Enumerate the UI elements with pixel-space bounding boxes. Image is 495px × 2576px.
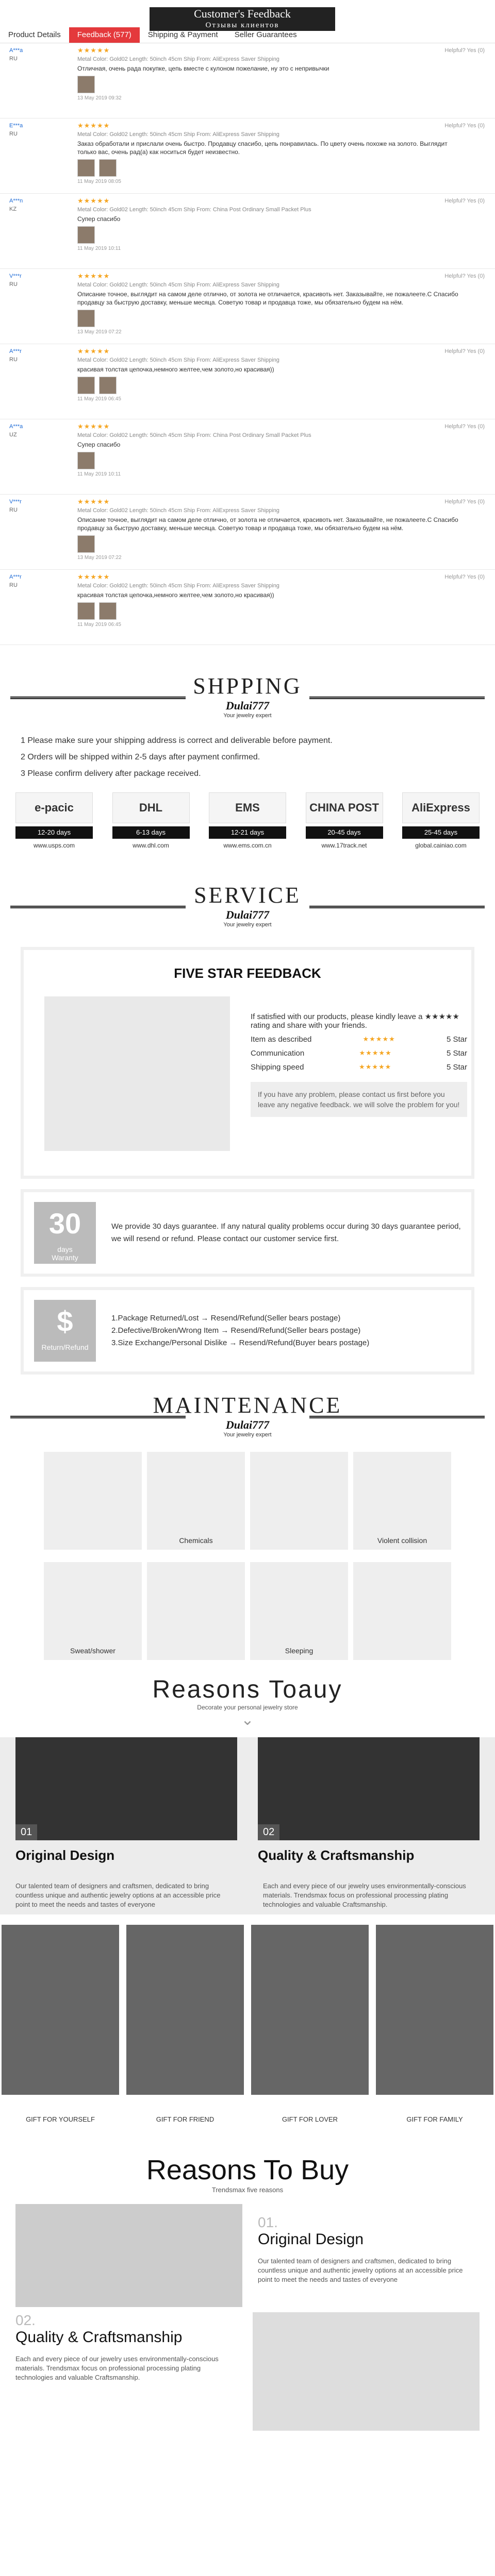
review-photos: [77, 535, 495, 553]
maintenance-item: [250, 1562, 348, 1660]
section-heading: SERVICE: [194, 883, 301, 908]
carrier-card: [402, 792, 480, 849]
rating-stars: ★★★★★: [77, 498, 110, 505]
review-photos: [77, 310, 495, 327]
review-text: Заказ обработали и прислали очень быстро. Продавцу спасибо, цепь понравилась. По цвету очень похоже на золото. Выглядит только вас, очень рад(а) как носиться будет неизвестно.: [77, 140, 448, 156]
carrier-days: 25-45 days: [402, 826, 480, 839]
brand-tagline: Your jewelry expert: [223, 1432, 272, 1438]
header-title-ru: Отзывы клиентов: [205, 21, 279, 29]
review-item: [0, 344, 495, 419]
section-heading: SHPPING: [193, 673, 302, 699]
review-meta: Metal Color: Gold02 Length: 50inch 45cm Ship From: AliExpress Saver Shipping: [77, 507, 279, 514]
reviewer-country: RU: [9, 507, 18, 513]
review-photo[interactable]: [77, 377, 95, 394]
helpful-button[interactable]: Helpful? Yes (0): [444, 574, 485, 580]
divider-line: [309, 697, 485, 699]
reviewer-name[interactable]: A***a: [9, 423, 23, 430]
review-photos: [77, 159, 495, 177]
gift-image: [251, 1925, 369, 2095]
maintenance-grid: [0, 1447, 495, 1665]
gift-label: GIFT FOR LOVER: [282, 2115, 338, 2123]
review-text: Описание точное, выглядит на самом деле отлично, от золота не отличается, красивоть нет. Заказывайте, не пожалеете.С Спасибо продавцу за быструю доставку, меньше месяца. Советую товар и продавца тоже, мы обязательно будем на нём.: [77, 516, 458, 532]
carrier-list: [0, 787, 495, 854]
review-date: 13 May 2019 07:22: [77, 329, 122, 335]
review-meta: Metal Color: Gold02 Length: 50inch 45cm Ship From: China Post Ordinary Small Packet Plus: [77, 432, 311, 438]
carrier-days: 12-21 days: [209, 826, 286, 839]
review-item: [0, 419, 495, 495]
staff-photo: [44, 996, 230, 1151]
review-photo[interactable]: [77, 310, 95, 327]
review-photo[interactable]: [99, 159, 117, 177]
reviewer-name[interactable]: E***a: [9, 123, 23, 129]
reviewer-name[interactable]: A***r: [9, 348, 22, 354]
review-item: [0, 194, 495, 269]
review-text: красивая толстая цепочка,немного желтее,чем золото,но красивая)): [77, 591, 274, 599]
review-photo[interactable]: [77, 452, 95, 469]
review-photo[interactable]: [99, 377, 117, 394]
rating-stars: ★★★★★: [77, 272, 110, 280]
review-meta: Metal Color: Gold02 Length: 50inch 45cm Ship From: AliExpress Saver Shipping: [77, 56, 279, 62]
review-text: Описание точное, выглядит на самом деле отлично, от золота не отличается, красивоть нет. Заказывайте, не пожалеете.С Спасибо продавцу за быструю доставку, меньше месяца. Советую товар и продавца тоже, мы обязательно будем на нём.: [77, 291, 458, 306]
divider-line: [309, 906, 485, 908]
reviewer-country: KZ: [9, 206, 17, 212]
reviewer-country: RU: [9, 56, 18, 62]
carrier-card: [306, 792, 383, 849]
feature-title: Quality & Craftsmanship: [258, 1848, 415, 1863]
review-item: [0, 570, 495, 645]
maintenance-label: Sweat/shower: [70, 1647, 116, 1655]
reason-title: Quality & Craftsmanship: [15, 2329, 183, 2346]
rating-row: [251, 1063, 467, 1072]
gift-label: GIFT FOR FAMILY: [406, 2115, 463, 2123]
divider-line: [10, 906, 186, 908]
review-item: [0, 269, 495, 344]
reason-number: 02.: [15, 2312, 36, 2328]
review-text: Супер спасибо: [77, 215, 121, 223]
reasons-to-buy-subtitle: Trendsmax five reasons: [211, 2186, 284, 2194]
rating-stars: ★★★★★: [362, 1035, 395, 1043]
reviewer: [9, 123, 23, 137]
carrier-site: www.dhl.com: [133, 842, 169, 849]
shipping-title: [0, 666, 495, 727]
review-photo[interactable]: [99, 602, 117, 620]
carrier-logo: AliExpress: [402, 792, 480, 823]
brand-tagline: Your jewelry expert: [223, 922, 272, 928]
review-photo[interactable]: [77, 602, 95, 620]
review-meta: Metal Color: Gold02 Length: 50inch 45cm Ship From: AliExpress Saver Shipping: [77, 282, 279, 288]
rating-stars: ★★★★★: [77, 197, 110, 205]
reasons-subtitle: Decorate your personal jewelry store: [197, 1704, 298, 1711]
five-star-feedback-box: [21, 947, 474, 1179]
warranty-label: Waranty: [52, 1253, 78, 1262]
review-photos: [77, 452, 495, 469]
gift-label: GIFT FOR FRIEND: [156, 2115, 214, 2123]
tab-bar: [0, 27, 305, 43]
carrier-site: www.usps.com: [33, 842, 75, 849]
carrier-days: 20-45 days: [306, 826, 383, 839]
review-item: [0, 118, 495, 194]
warranty-days-label: days: [57, 1245, 73, 1253]
section-heading: MAINTENANCE: [153, 1393, 342, 1418]
carrier-site: global.cainiao.com: [415, 842, 467, 849]
feature-original-design: [15, 1737, 237, 1871]
review-photo[interactable]: [77, 159, 95, 177]
rating-stars: ★★★★★: [77, 347, 110, 355]
tab-feedback[interactable]: Feedback (577): [69, 27, 140, 43]
design-block: [258, 2214, 474, 2284]
carrier-days: 6-13 days: [112, 826, 190, 839]
review-date: 13 May 2019 09:32: [77, 95, 122, 101]
return-line: 1.Package Returned/Lost → Resend/Refund(Seller bears postage): [111, 1314, 341, 1323]
warranty-box: [21, 1189, 474, 1277]
maintenance-item: [353, 1562, 451, 1660]
shipping-note: 2 Orders will be shipped within 2-5 days after payment confirmed.: [21, 753, 260, 761]
reviewer-country: UZ: [9, 432, 17, 438]
maintenance-item: [147, 1452, 245, 1550]
shipping-notes: [0, 727, 495, 787]
review-meta: Metal Color: Gold02 Length: 50inch 45cm Ship From: China Post Ordinary Small Packet Plus: [77, 207, 311, 213]
carrier-days: 12-20 days: [15, 826, 93, 839]
gift-image: [376, 1925, 493, 2095]
reasons-features: [0, 1737, 495, 1876]
rating-stars: ★★★★★: [359, 1063, 392, 1071]
rating-stars: ★★★★★: [77, 573, 110, 581]
divider-line: [10, 697, 186, 699]
feature-title: Original Design: [15, 1848, 115, 1863]
return-box: [21, 1287, 474, 1375]
tab-shipping-payment[interactable]: Shipping & Payment: [147, 30, 218, 39]
gift-label: GIFT FOR YOURSELF: [26, 2115, 95, 2123]
reviewer: [9, 499, 22, 513]
rating-label: Communication: [251, 1049, 305, 1058]
feature-quality: [258, 1737, 480, 1871]
rating-value: 5 Star: [446, 1049, 467, 1058]
review-date: 11 May 2019 10:11: [77, 246, 121, 251]
maintenance-item: [44, 1562, 142, 1660]
rating-stars: ★★★★★: [77, 422, 110, 430]
reasons-to-buy-header: [0, 2133, 495, 2204]
return-list: [111, 1312, 369, 1349]
reasons-to-buy-grid: [0, 2204, 495, 2436]
gift-card[interactable]: [376, 1925, 493, 2123]
return-label: Return/Refund: [41, 1343, 89, 1351]
review-photo[interactable]: [77, 226, 95, 244]
warranty-badge: [34, 1202, 96, 1264]
rating-intro: If satisfied with our products, please kindly leave a ★★★★★ rating and share with your friends.: [251, 1012, 459, 1030]
review-meta: Metal Color: Gold02 Length: 50inch 45cm Ship From: AliExpress Saver Shipping: [77, 357, 279, 363]
maintenance-item: [250, 1452, 348, 1550]
reviewer: [9, 198, 23, 212]
reason-title: Original Design: [258, 2231, 364, 2248]
reviewer-country: RU: [9, 357, 18, 363]
carrier-site: www.ems.com.cn: [223, 842, 272, 849]
feature-text: Our talented team of designers and craftsmen, dedicated to bring countless unique and authentic jewelry options at an accessible price point to meet the needs and tastes of everyone: [15, 1882, 221, 1908]
header-title-en: Customer's Feedback: [194, 7, 291, 20]
reviewer-name[interactable]: V***r: [9, 499, 22, 505]
rating-stars: ★★★★★: [77, 122, 110, 129]
review-text: красивая толстая цепочка,немного желтее,чем золото,но красивая)): [77, 366, 274, 373]
rating-value: 5 Star: [446, 1035, 467, 1044]
gift-card[interactable]: [251, 1925, 369, 2123]
feature-image: [15, 1737, 237, 1840]
reviewer-name[interactable]: V***r: [9, 273, 22, 279]
maintenance-item: [44, 1452, 142, 1550]
maintenance-label: Violent collision: [377, 1536, 427, 1545]
reasons-to-buy-title: Reasons To Buy: [146, 2155, 349, 2185]
maintenance-item: [353, 1452, 451, 1550]
review-photos: [77, 226, 495, 244]
review-date: 11 May 2019 10:11: [77, 471, 121, 477]
quality-image: [253, 2312, 480, 2431]
reviewer-country: RU: [9, 582, 18, 588]
rating-list: [251, 1035, 467, 1072]
reason-text: Our talented team of designers and craftsmen, dedicated to bring countless unique and authentic jewelry options at an accessible price point to meet the needs and tastes of everyone: [258, 2257, 463, 2283]
feature-number: 02: [258, 1824, 279, 1840]
feature-text: Each and every piece of our jewelry uses environmentally-conscious materials. Trendsmax focus on professional processing plating technologies and valuable Craftsmanship.: [263, 1882, 466, 1908]
design-image: [15, 2204, 242, 2307]
feedback-header: [0, 0, 495, 43]
divider-line: [309, 1416, 485, 1418]
carrier-card: [15, 792, 93, 849]
carrier-card: [112, 792, 190, 849]
review-photo[interactable]: [77, 535, 95, 553]
maintenance-label: Sleeping: [285, 1647, 314, 1655]
reviewer-name[interactable]: A***r: [9, 574, 22, 580]
carrier-card: [209, 792, 286, 849]
review-item: [0, 43, 495, 118]
helpful-button[interactable]: Helpful? Yes (0): [444, 348, 485, 354]
review-photos: [77, 602, 495, 620]
reason-number: 01.: [258, 2214, 278, 2230]
reviewer: [9, 348, 22, 363]
tab-seller-guarantees[interactable]: Seller Guarantees: [234, 30, 297, 39]
maintenance-title: [0, 1385, 495, 1447]
gift-image: [2, 1925, 119, 2095]
helpful-button[interactable]: Helpful? Yes (0): [444, 198, 485, 204]
gift-card[interactable]: [126, 1925, 244, 2123]
review-meta: Metal Color: Gold02 Length: 50inch 45cm Ship From: AliExpress Saver Shipping: [77, 583, 279, 589]
tab-product-details[interactable]: Product Details: [8, 30, 61, 39]
rating-panel: [251, 1012, 467, 1117]
review-list: [0, 43, 495, 645]
rating-note: If you have any problem, please contact us first before you leave any negative feedback. we will solve the problem for you!: [251, 1082, 467, 1117]
rating-label: Shipping speed: [251, 1063, 304, 1072]
rating-stars: ★★★★★: [77, 46, 110, 54]
shipping-note: 1 Please make sure your shipping address is correct and deliverable before payment.: [21, 736, 333, 745]
shipping-note: 3 Please confirm delivery after package received.: [21, 769, 201, 778]
gift-list: [0, 1914, 495, 2133]
reviewer-country: RU: [9, 131, 18, 137]
helpful-button[interactable]: Helpful? Yes (0): [444, 123, 485, 129]
brand-tagline: Your jewelry expert: [223, 713, 272, 719]
return-line: 2.Defective/Broken/Wrong Item → Resend/Refund(Seller bears postage): [111, 1326, 361, 1335]
divider-line: [10, 1416, 186, 1418]
reasons-header: [0, 1665, 495, 1737]
brand-name: Dulai777: [225, 1418, 270, 1431]
reviewer: [9, 423, 23, 438]
review-photo[interactable]: [77, 76, 95, 93]
five-star-title: FIVE STAR FEEDBACK: [174, 965, 321, 981]
carrier-logo: e-pacic: [15, 792, 93, 823]
reviewer: [9, 574, 22, 588]
review-photos: [77, 76, 495, 93]
rating-label: Item as described: [251, 1035, 312, 1044]
helpful-button[interactable]: Helpful? Yes (0): [444, 499, 485, 505]
quality-block: [15, 2312, 232, 2382]
chevron-down-icon: ⌄: [241, 1711, 254, 1728]
warranty-text: We provide 30 days guarantee. If any natural quality problems occur during 30 days guarantee period, we will resend or refund. Please contact our customer service first.: [111, 1222, 461, 1243]
review-item: [0, 495, 495, 570]
review-date: 11 May 2019 06:45: [77, 622, 121, 628]
feature-image: [258, 1737, 480, 1840]
review-meta: Metal Color: Gold02 Length: 50inch 45cm Ship From: AliExpress Saver Shipping: [77, 131, 279, 138]
warranty-days: 30: [48, 1207, 81, 1240]
carrier-logo: DHL: [112, 792, 190, 823]
dollar-icon: $: [57, 1305, 73, 1337]
helpful-button[interactable]: Helpful? Yes (0): [444, 47, 485, 54]
reviewer: [9, 273, 22, 287]
return-badge: [34, 1300, 96, 1362]
review-text: Супер спасибо: [77, 441, 121, 448]
brand-name: Dulai777: [225, 908, 270, 921]
maintenance-item: [147, 1562, 245, 1660]
reasons-title: Reasons Toauy: [152, 1676, 343, 1703]
gift-card[interactable]: [2, 1925, 119, 2123]
carrier-logo: CHINA POST: [306, 792, 383, 823]
review-date: 11 May 2019 08:05: [77, 179, 121, 184]
brand-name: Dulai777: [225, 699, 270, 712]
rating-row: [251, 1049, 467, 1058]
carrier-logo: EMS: [209, 792, 286, 823]
reviewer: [9, 47, 23, 62]
rating-row: [251, 1035, 467, 1044]
review-text: Отличная, очень рада покупке, цепь вместе с кулоном пожелание, ну это с непривычки: [77, 65, 329, 72]
gift-image: [126, 1925, 244, 2095]
review-photos: [77, 377, 495, 394]
service-title: [0, 875, 495, 937]
reason-text: Each and every piece of our jewelry uses environmentally-conscious materials. Trendsmax focus on professional processing plating technologies and valuable Craftsmanship.: [15, 2355, 219, 2381]
return-line: 3.Size Exchange/Personal Dislike → Resend/Refund(Buyer bears postage): [111, 1338, 370, 1347]
rating-value: 5 Star: [446, 1063, 467, 1072]
review-date: 11 May 2019 06:45: [77, 396, 121, 402]
reviewer-name[interactable]: A***a: [9, 47, 23, 54]
carrier-site: www.17track.net: [321, 842, 367, 849]
feature-texts: [0, 1876, 495, 1914]
rating-stars: ★★★★★: [359, 1049, 392, 1057]
reviewer-name[interactable]: A***n: [9, 198, 23, 204]
helpful-button[interactable]: Helpful? Yes (0): [444, 423, 485, 430]
feature-number: 01: [15, 1824, 37, 1840]
reviewer-country: RU: [9, 281, 18, 287]
review-date: 13 May 2019 07:22: [77, 555, 122, 561]
helpful-button[interactable]: Helpful? Yes (0): [444, 273, 485, 279]
maintenance-label: Chemicals: [179, 1536, 213, 1545]
